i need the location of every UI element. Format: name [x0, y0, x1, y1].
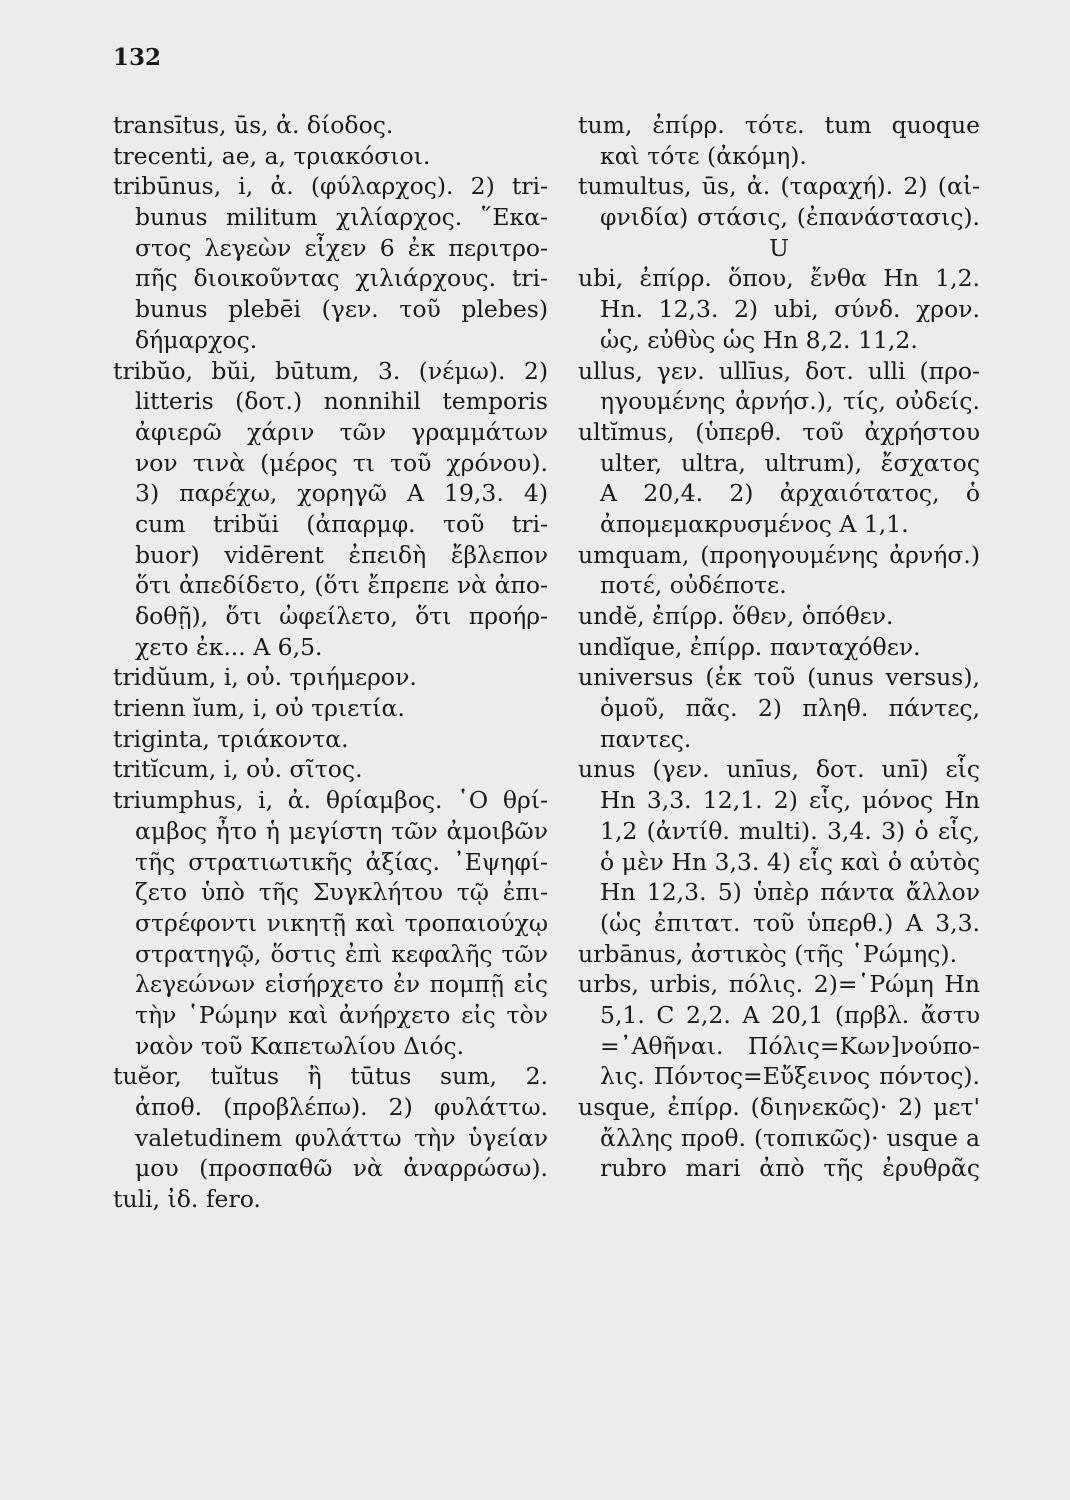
right-entry-line: καὶ τότε (ἀκόμη).	[600, 141, 807, 170]
right-entry-line: παντες.	[600, 724, 692, 753]
right-entry-line: Hn 12,3. 5) ὑπὲρ πάντα ἄλλον	[600, 878, 980, 907]
right-entry-line: umquam, (προηγουμένης ἀρνήσ.)	[578, 540, 980, 569]
right-entry-line: 1,2 (ἀντίθ. multi). 3,4. 3) ὁ εἷς,	[600, 816, 980, 845]
right-entry-line: ultĭmus, (ὑπερθ. τοῦ ἀχρήστου	[578, 417, 980, 446]
right-entry-line: ηγουμένης ἀρνήσ.), τίς, οὐδείς.	[600, 387, 980, 416]
left-entry-line: bunus plebēi (γεν. τοῦ plebes)	[135, 295, 548, 324]
left-entry-line: cum tribŭi (ἀπαρμφ. τοῦ tri-	[135, 509, 548, 538]
right-entry-line: ἄλλης προθ. (τοπικῶς)· usque a	[600, 1123, 980, 1152]
left-entry-line: transītus, ūs, ἀ. δίοδος.	[113, 111, 394, 139]
right-entry-line: φνιδία) στάσις, (ἐπανάστασις).	[600, 203, 980, 232]
page-number: 132	[113, 44, 162, 71]
left-entry-line: ὅτι ἀπεδίδετο, (ὅτι ἔπρεπε νὰ ἀπο-	[135, 571, 548, 600]
right-entry-line: undĕ, ἐπίρρ. ὅθεν, ὁπόθεν.	[578, 602, 894, 630]
left-entry-line: tuli, ἰδ. fero.	[113, 1185, 261, 1214]
right-entry-line: ποτέ, οὐδέποτε.	[600, 571, 787, 600]
right-entry-line: (ὡς ἐπιτατ. τοῦ ὑπερθ.) A 3,3.	[600, 908, 980, 937]
left-entry-line: τὴν ῾Ρώμην καὶ ἀνήρχετο εἰς τὸν	[135, 1000, 548, 1029]
left-entry-line: tuĕor, tuĭtus ἢ tūtus sum, 2.	[113, 1062, 548, 1091]
left-entry-line: valetudinem φυλάττω τὴν ὑγείαν	[135, 1123, 548, 1152]
right-entry-line: ὁμοῦ, πᾶς. 2) πληθ. πάντες,	[600, 694, 980, 723]
right-entry-line: unus (γεν. unīus, δοτ. unī) εἷς	[578, 755, 980, 784]
right-entry-line: rubro mari ἀπὸ τῆς ἐρυθρᾶς	[600, 1154, 980, 1183]
left-entry-line: αμβος ἦτο ἡ μεγίστη τῶν ἀμοιβῶν	[135, 816, 548, 845]
left-entry-line: bunus militum χιλίαρχος. ῞Εκα-	[135, 203, 548, 232]
left-entry-line: ἀποθ. (προβλέπω). 2) φυλάττω.	[135, 1093, 548, 1121]
right-entry-line: ubi, ἐπίρρ. ὅπου, ἔνθα Hn 1,2.	[578, 264, 980, 293]
right-entry-line: A 20,4. 2) ἀρχαιότατος, ὁ	[600, 479, 980, 508]
right-entry-line: urbs, urbis, πόλις. 2)=῾Ρώμη Hn	[578, 970, 980, 999]
right-column	[578, 110, 980, 1184]
left-entry-line: triginta, τριάκοντα.	[113, 724, 349, 753]
right-entry-line: tum, ἐπίρρ. τότε. tum quoque	[578, 111, 980, 139]
left-entry-line: tribŭo, bŭi, būtum, 3. (νέμω). 2)	[113, 356, 548, 385]
right-entry-line: λις. Πόντος=Εὔξεινος πόντος).	[600, 1062, 980, 1091]
left-entry-line: δήμαρχος.	[135, 325, 258, 354]
left-entry-line: trecenti, ae, a, τριακόσιοι.	[113, 141, 431, 170]
left-entry-line: tritĭcum, i, οὐ. σῖτος.	[113, 755, 363, 784]
left-entry-line: νον τινὰ (μέρος τι τοῦ χρόνου).	[135, 448, 548, 477]
left-entry-line: ἀφιερῶ χάριν τῶν γραμμάτων	[135, 417, 548, 446]
right-entry-line: ὁ μὲν Hn 3,3. 4) εἷς καὶ ὁ αὐτὸς	[600, 847, 980, 876]
left-entry-line: tribūnus, i, ἀ. (φύλαρχος). 2) tri-	[113, 172, 548, 201]
right-entry-line: Hn. 12,3. 2) ubi, σύνδ. χρον.	[600, 295, 980, 324]
right-entry-line: Hn 3,3. 12,1. 2) εἷς, μόνος Hn	[600, 786, 980, 815]
left-entry-line: 3) παρέχω, χορηγῶ A 19,3. 4)	[135, 479, 548, 508]
left-entry-line: στος λεγεὼν εἶχεν 6 ἐκ περιτρο-	[135, 233, 548, 262]
right-entry-line: ullus, γεν. ullīus, δοτ. ulli (προ-	[578, 356, 980, 385]
right-entry-line: undĭque, ἐπίρρ. πανταχόθεν.	[578, 632, 921, 661]
left-entry-line: δοθῇ), ὅτι ὠφείλετο, ὅτι προήρ-	[135, 602, 548, 630]
left-entry-line: tridŭum, i, οὐ. τριήμερον.	[113, 663, 417, 692]
left-entry-line: τῆς στρατιωτικῆς ἀξίας. ᾿Εψηφί-	[135, 847, 548, 876]
left-entry-line: ζετο ὑπὸ τῆς Συγκλήτου τῷ ἐπι-	[135, 878, 548, 907]
right-entry-line: universus (ἐκ τοῦ (unus versus),	[578, 663, 980, 692]
left-entry-line: trienn ĭum, i, οὐ τριετία.	[113, 694, 405, 723]
right-entry-line: U	[769, 233, 789, 262]
left-entry-line: litteris (δοτ.) nonnihil temporis	[135, 387, 548, 416]
left-entry-line: πῆς διοικοῦντας χιλιάρχους. tri-	[135, 264, 548, 293]
right-entry-line: urbānus, ἀστικὸς (τῆς ῾Ρώμης).	[578, 939, 958, 968]
right-entry-line: 5,1. C 2,2. A 20,1 (πρβλ. ἄστυ	[600, 1000, 980, 1029]
left-entry-line: λεγεώνων εἰσήρχετο ἐν πομπῇ εἰς	[135, 970, 548, 999]
left-entry-line: ναὸν τοῦ Καπετωλίου Διός.	[135, 1031, 465, 1060]
right-entry-line: =᾿Αθῆναι. Πόλις=Κων]νούπο-	[600, 1031, 980, 1060]
right-entry-line: tumultus, ūs, ἀ. (ταραχή). 2) (αἰ-	[578, 172, 980, 201]
left-entry-line: στρατηγῷ, ὅστις ἐπὶ κεφαλῆς τῶν	[135, 939, 548, 968]
left-entry-line: μου (προσπαθῶ νὰ ἀναρρώσω).	[135, 1154, 548, 1183]
left-entry-line: χετο ἐκ... A 6,5.	[135, 632, 323, 661]
left-column	[113, 110, 548, 1215]
right-entry-line: ὡς, εὐθὺς ὡς Hn 8,2. 11,2.	[600, 325, 918, 354]
left-entry-line: buor) vidērent ἐπειδὴ ἔβλεπον	[135, 540, 548, 569]
left-entry-line: στρέφοντι νικητῇ καὶ τροπαιούχῳ	[135, 908, 548, 937]
right-entry-line: ἀπομεμακρυσμένος A 1,1.	[600, 509, 909, 538]
right-entry-line: usque, ἐπίρρ. (διηνεκῶς)· 2) μετ'	[578, 1093, 980, 1121]
left-entry-line: triumphus, i, ἀ. θρίαμβος. ῾Ο θρί-	[113, 786, 548, 815]
right-entry-line: ulter, ultra, ultrum), ἔσχατος	[600, 448, 980, 477]
